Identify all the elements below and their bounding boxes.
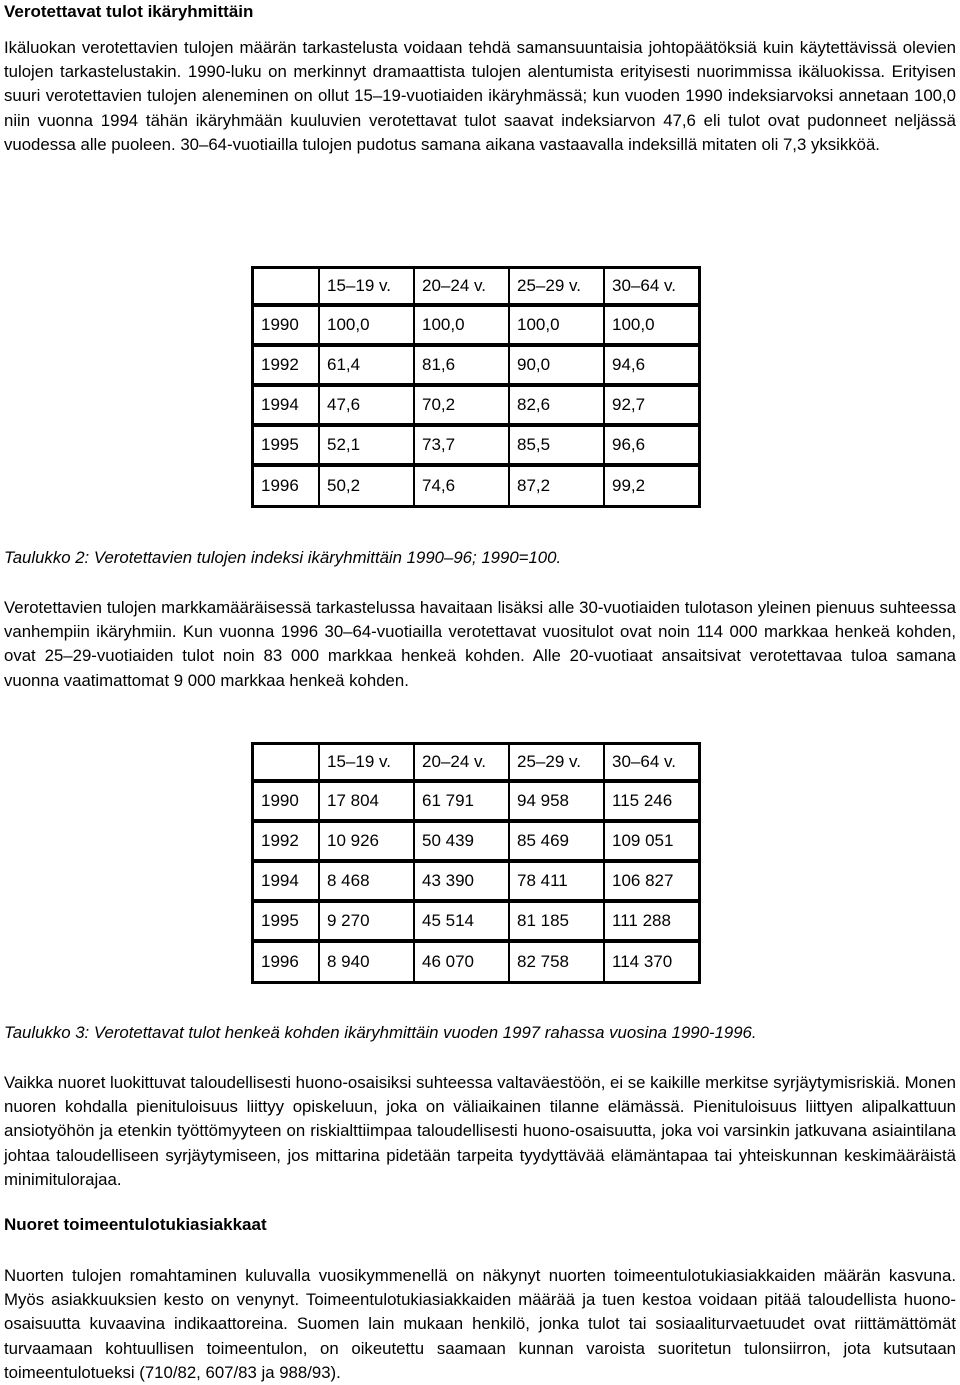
value-cell: 8 468 (319, 862, 414, 902)
value-cell: 82 758 (509, 942, 604, 982)
table-row (253, 902, 699, 942)
value-cell: 106 827 (604, 862, 699, 902)
value-cell: 81,6 (414, 346, 509, 386)
value-cell: 81 185 (509, 902, 604, 942)
value-cell: 61 791 (414, 782, 509, 822)
year-cell: 1990 (253, 782, 319, 822)
value-cell: 74,6 (414, 466, 509, 506)
value-cell: 109 051 (604, 822, 699, 862)
table-caption: Taulukko 3: Verotettavat tulot henkeä kohden ikäryhmittäin vuoden 1997 rahassa vuosina 1990-1996. (4, 1023, 757, 1042)
value-cell: 61,4 (319, 346, 414, 386)
table-row (253, 346, 699, 386)
table-header-row (253, 268, 699, 306)
paragraph-income-support: Nuorten tulojen romahtaminen kuluvalla vuosikymmenellä on näkynyt nuorten toimeentulotukiasiakkaiden määrän kasvuna. Myös asiakkuuksien kesto on venynyt. Toimeentulotukiasiakkaiden määrää ja tuen kestoa voidaan pitää taloudellista huono-osaisuutta kuvaavina indikaattoreina. Suomen lain mukaan henkilö, jonka tulot tai sosiaaliturvaetuudet ovat riittämättömät turvaamaan kohtuullisen toimeentulon, on oikeutettu saamaan kunnan varoista suoritetun tulonsiirron, jota kutsutaan toimeentulotueksi (710/82, 607/83 ja 988/93). (4, 1266, 956, 1382)
table-caption: Taulukko 2: Verotettavien tulojen indeksi ikäryhmittäin 1990–96; 1990=100. (4, 548, 562, 567)
value-cell: 94,6 (604, 346, 699, 386)
value-cell: 45 514 (414, 902, 509, 942)
table-row (253, 862, 699, 902)
header-cell: 25–29 v. (509, 268, 604, 306)
paragraph-markka: Verotettavien tulojen markkamääräisessä tarkastelussa havaitaan lisäksi alle 30-vuotiaiden tulotason yleinen pienuus suhteessa vanhempiin ikäryhmiin. Kun vuonna 1996 30–64-vuotiailla verotettavat vuositulot ovat noin 114 000 markkaa henkeä kohden, ovat 25–29-vuotiaiden tulot noin 83 000 markkaa henkeä kohden. Alle 20-vuotiaat ansaitsivat verotettavaa tuloa samana vuonna vaatimattomat 9 000 markkaa henkeä kohden. (4, 598, 956, 690)
value-cell: 111 288 (604, 902, 699, 942)
paragraph-intro: Ikäluokan verotettavien tulojen määrän tarkastelusta voidaan tehdä samansuuntaisia johtopäätöksiä kuin käytettävissä olevien tulojen tarkastelustakin. 1990-luku on merkinnyt dramaattista tulojen alentumista erityisesti nuorimmissa ikäluokissa. Erityisen suuri verotettavien tulojen aleneminen on ollut 15–19-vuotiaiden ikäryhmässä; kun vuoden 1990 indeksiarvoksi annetaan 100,0 niin vuonna 1994 tähän ikäryhmään kuuluvien verotettavat tulot saavat indeksiarvon 47,6 eli tulot ovat pudonneet neljässä vuodessa alle puoleen. 30–64-vuotiailla tulojen pudotus samana aikana vastaavalla indeksillä mitaten oli 7,3 yksikköä. (4, 38, 956, 154)
header-cell: 15–19 v. (319, 744, 414, 782)
table-row (253, 306, 699, 346)
value-cell: 99,2 (604, 466, 699, 506)
year-cell: 1996 (253, 466, 319, 506)
table-row (253, 942, 699, 982)
year-cell: 1990 (253, 306, 319, 346)
year-cell: 1994 (253, 386, 319, 426)
subsection-heading: Nuoret toimeentulotukiasiakkaat (4, 1215, 267, 1234)
value-cell: 10 926 (319, 822, 414, 862)
income-table (251, 742, 701, 984)
table-row (253, 426, 699, 466)
value-cell: 114 370 (604, 942, 699, 982)
value-cell: 8 940 (319, 942, 414, 982)
value-cell: 47,6 (319, 386, 414, 426)
value-cell: 100,0 (509, 306, 604, 346)
value-cell: 17 804 (319, 782, 414, 822)
table-row (253, 782, 699, 822)
value-cell: 52,1 (319, 426, 414, 466)
value-cell: 100,0 (604, 306, 699, 346)
table-row (253, 466, 699, 506)
header-cell (253, 268, 319, 306)
year-cell: 1995 (253, 902, 319, 942)
value-cell: 50,2 (319, 466, 414, 506)
table-row (253, 386, 699, 426)
value-cell: 90,0 (509, 346, 604, 386)
header-cell: 30–64 v. (604, 744, 699, 782)
header-cell (253, 744, 319, 782)
year-cell: 1992 (253, 822, 319, 862)
index-table (251, 266, 701, 508)
paragraph-marginalization: Vaikka nuoret luokittuvat taloudellisesti huono-osaisiksi suhteessa valtaväestöön, ei se kaikille merkitse syrjäytymisriskiä. Monen nuoren kohdalla pienituloisuus liittyy opiskeluun, joka on väliaikainen tilanne elämässä. Pienituloisuus liittyen alipalkattuun ansiotyöhön ja etenkin työttömyyteen on riskialttiimpaa taloudellisesti huono-osaisuutta, joka voi varsinkin jatkuvana asiaintilana johtaa taloudelliseen syrjäytymiseen, jos mittarina pidetään tarpeita tyydyttävää elämäntapaa tai yhteiskunnan keskimääräistä minimitulorajaa. (4, 1073, 956, 1189)
value-cell: 92,7 (604, 386, 699, 426)
value-cell: 94 958 (509, 782, 604, 822)
year-cell: 1995 (253, 426, 319, 466)
value-cell: 9 270 (319, 902, 414, 942)
table-row (253, 822, 699, 862)
table-header-row (253, 744, 699, 782)
value-cell: 46 070 (414, 942, 509, 982)
header-cell: 30–64 v. (604, 268, 699, 306)
value-cell: 85 469 (509, 822, 604, 862)
value-cell: 96,6 (604, 426, 699, 466)
value-cell: 115 246 (604, 782, 699, 822)
value-cell: 87,2 (509, 466, 604, 506)
value-cell: 85,5 (509, 426, 604, 466)
year-cell: 1994 (253, 862, 319, 902)
section-heading: Verotettavat tulot ikäryhmittäin (4, 2, 254, 21)
year-cell: 1992 (253, 346, 319, 386)
value-cell: 70,2 (414, 386, 509, 426)
value-cell: 100,0 (319, 306, 414, 346)
header-cell: 25–29 v. (509, 744, 604, 782)
header-cell: 20–24 v. (414, 744, 509, 782)
value-cell: 50 439 (414, 822, 509, 862)
header-cell: 20–24 v. (414, 268, 509, 306)
header-cell: 15–19 v. (319, 268, 414, 306)
year-cell: 1996 (253, 942, 319, 982)
value-cell: 100,0 (414, 306, 509, 346)
value-cell: 73,7 (414, 426, 509, 466)
value-cell: 82,6 (509, 386, 604, 426)
value-cell: 43 390 (414, 862, 509, 902)
value-cell: 78 411 (509, 862, 604, 902)
